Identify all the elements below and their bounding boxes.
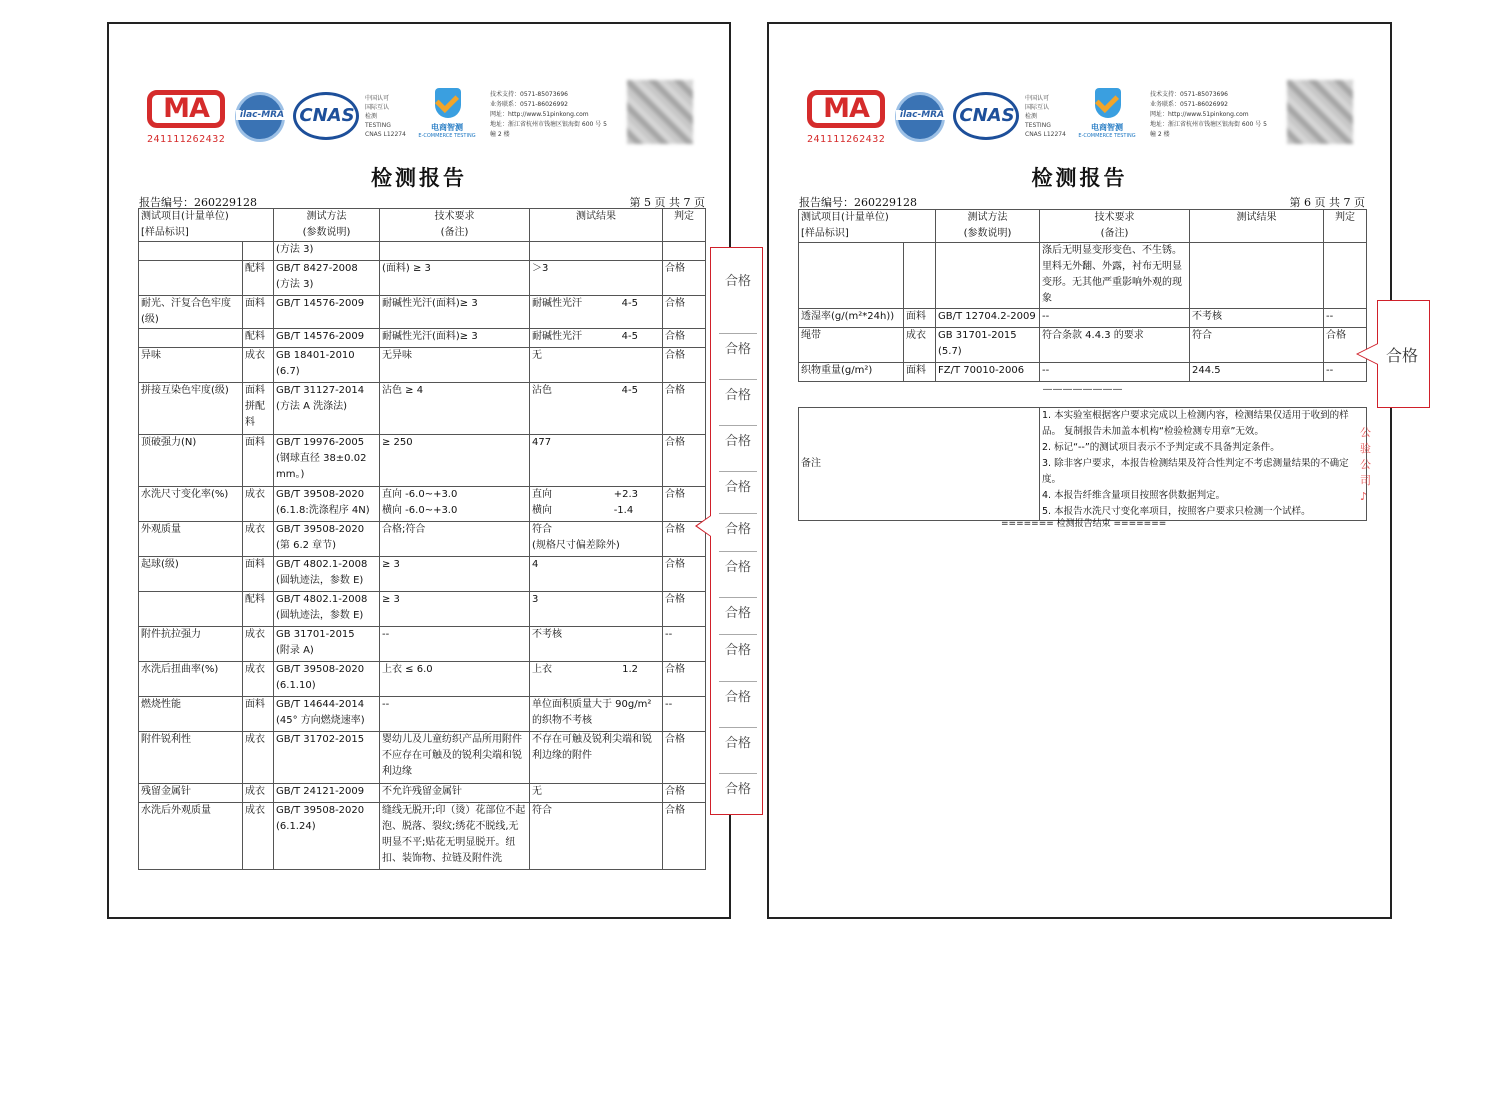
- column-header: 测试结果: [530, 209, 663, 242]
- table-row: [139, 732, 706, 784]
- test-results-table: [138, 208, 706, 870]
- verdict: 合格: [663, 487, 706, 522]
- test-item: [139, 242, 243, 261]
- test-result: 3: [530, 592, 663, 627]
- test-item: 外观质量: [139, 522, 243, 557]
- sample-part: 面料: [904, 309, 936, 328]
- verdict: 合格: [663, 329, 706, 348]
- sample-part: 成衣: [243, 784, 274, 803]
- table-row: [139, 383, 706, 435]
- test-method: GB/T 4802.1-2008 (圆轨迹法，参数 E): [274, 557, 380, 592]
- requirement: (面料) ≥ 3: [380, 261, 530, 296]
- table-row: [139, 522, 706, 557]
- verdict: 合格: [1324, 328, 1367, 363]
- report-meta: [799, 194, 1365, 208]
- e-commerce-testing-logo: 电商智测 E-COMMERCE TESTING: [1083, 88, 1131, 128]
- test-result: [1190, 243, 1324, 309]
- sample-part: 面料: [243, 296, 274, 329]
- contact-info: 技术支持：0571-85073696 业务联系：0571-86026992 网址：http://www.51pinkong.com 地址：浙江省杭州市钱塘区银海街 600 号 5 幢 2 楼: [490, 91, 607, 138]
- requirement: 耐碱性光汗(面料)≥ 3: [380, 296, 530, 329]
- report-page-5: [107, 22, 731, 919]
- table-row: [139, 242, 706, 261]
- test-method: FZ/T 70010-2006: [936, 363, 1040, 382]
- notes-label: 备注: [799, 408, 1040, 521]
- callout-verdict: 合格: [719, 333, 757, 357]
- test-method: GB/T 12704.2-2009: [936, 309, 1040, 328]
- test-method: GB/T 31127-2014 (方法 A 洗涤法): [274, 383, 380, 435]
- test-result: 无: [530, 348, 663, 383]
- table-row: [799, 328, 1367, 363]
- note-item: 3. 除非客户要求，本报告检测结果及符合性判定不考虑测量结果的不确定度。: [1042, 458, 1349, 485]
- sample-part: 成衣: [904, 328, 936, 363]
- table-row: [799, 243, 1367, 309]
- test-result: [530, 296, 663, 329]
- note-item: 2. 标记“--”的测试项目表示不予判定或不具备判定条件。: [1042, 442, 1280, 453]
- test-item: 绳带: [799, 328, 904, 363]
- test-result: [530, 662, 663, 697]
- requirement: --: [1040, 363, 1190, 382]
- requirement: ≥ 3: [380, 557, 530, 592]
- result-label: 直向 横向: [532, 489, 552, 516]
- test-item: 附件抗拉强力: [139, 627, 243, 662]
- test-item: 异味: [139, 348, 243, 383]
- requirement: ≥ 3: [380, 592, 530, 627]
- verdict: 合格: [663, 732, 706, 784]
- test-method: GB/T 24121-2009: [274, 784, 380, 803]
- test-result: [530, 487, 663, 522]
- verdict: 合格: [663, 435, 706, 487]
- sample-part: 成衣: [243, 522, 274, 557]
- report-end-marker: ======= 检测报告结束 =======: [1001, 519, 1167, 529]
- test-item: [139, 592, 243, 627]
- requirement: 无异味: [380, 348, 530, 383]
- sample-part: 成衣: [243, 732, 274, 784]
- table-row: [139, 435, 706, 487]
- callout-verdict: 合格: [1386, 346, 1419, 365]
- requirement: ≥ 250: [380, 435, 530, 487]
- sample-part: 面料: [243, 435, 274, 487]
- report-header: [143, 80, 703, 160]
- test-method: GB/T 4802.1-2008 (圆轨迹法，参数 E): [274, 592, 380, 627]
- blank-cell: [799, 382, 1367, 408]
- report-number: 报告编号：260229128: [139, 196, 257, 209]
- test-result: 不存在可触及锐利尖端和锐利边缘的附件: [530, 732, 663, 784]
- test-method: GB/T 39508-2020 (第 6.2 章节): [274, 522, 380, 557]
- report-meta: [139, 194, 705, 208]
- verdict-callout-right: [1377, 300, 1430, 408]
- cnas-logo: CNAS: [953, 92, 1019, 140]
- requirement: --: [380, 697, 530, 732]
- requirement: 上衣 ≤ 6.0: [380, 662, 530, 697]
- report-title: 检测报告: [371, 165, 467, 190]
- table-row: [139, 329, 706, 348]
- sample-part: 成衣: [243, 348, 274, 383]
- test-method: GB 31701-2015 (5.7): [936, 328, 1040, 363]
- result-label: 耐碱性光汗: [532, 298, 582, 309]
- table-row: [139, 296, 706, 329]
- table-row: [139, 557, 706, 592]
- column-header: 测试项目(计量单位) [样品标识]: [139, 209, 274, 242]
- test-method: GB/T 39508-2020 (6.1.10): [274, 662, 380, 697]
- column-header: 判定: [663, 209, 706, 242]
- table-row: [799, 309, 1367, 328]
- test-result: 477: [530, 435, 663, 487]
- callout-verdict: 合格: [719, 551, 757, 575]
- callout-verdict: 合格: [719, 773, 757, 797]
- test-method: GB 18401-2010 (6.7): [274, 348, 380, 383]
- table-header-row: [139, 209, 706, 242]
- test-result: 符合: [1190, 328, 1324, 363]
- test-method: GB/T 8427-2008 (方法 3): [274, 261, 380, 296]
- test-result: 4: [530, 557, 663, 592]
- report-number: 报告编号：260229128: [799, 196, 917, 209]
- blank-row-mark: ————————: [1042, 384, 1123, 395]
- qr-code-blurred: [1287, 80, 1353, 144]
- verdict: 合格: [663, 592, 706, 627]
- verdict: --: [1324, 363, 1367, 382]
- callout-verdict: 合格: [719, 727, 757, 751]
- verdict: --: [663, 697, 706, 732]
- report-title: 检测报告: [1031, 165, 1128, 190]
- note-item: 4. 本报告纤维含量项目按照客供数据判定。: [1042, 490, 1226, 501]
- column-header: 测试结果: [1190, 210, 1324, 243]
- sample-part: 成衣: [243, 487, 274, 522]
- test-item: 水洗尺寸变化率(%): [139, 487, 243, 522]
- requirement: 合格;符合: [380, 522, 530, 557]
- accreditation-text: 中国认可 国际互认 检测 TESTING CNAS L12274: [365, 95, 406, 138]
- sample-part: [904, 243, 936, 309]
- table-row: [139, 662, 706, 697]
- test-method: GB/T 14576-2009: [274, 329, 380, 348]
- requirement: 婴幼儿及儿童纺织产品所用附件不应存在可触及的锐利尖端和锐利边缘: [380, 732, 530, 784]
- table-header-row: [799, 210, 1367, 243]
- test-result: [530, 383, 663, 435]
- accreditation-text: 中国认可 国际互认 检测 TESTING CNAS L12274: [1025, 95, 1066, 138]
- contact-info: 技术支持：0571-85073696 业务联系：0571-86026992 网址：http://www.51pinkong.com 地址：浙江省杭州市钱塘区银海街 600 号 5 幢 2 楼: [1150, 91, 1267, 138]
- callout-verdict: 合格: [719, 471, 757, 495]
- seal-stamp-fragment: 公 验 公 司 ♪: [1360, 426, 1371, 503]
- callout-pointer: [695, 515, 711, 537]
- callout-verdict: 合格: [719, 634, 757, 658]
- table-row: [139, 348, 706, 383]
- verdict: 合格: [663, 557, 706, 592]
- test-item: 残留金属针: [139, 784, 243, 803]
- requirement: [380, 242, 530, 261]
- callout-verdict: 合格: [719, 681, 757, 705]
- table-row: [139, 784, 706, 803]
- result-value: 4-5: [621, 385, 638, 396]
- sample-part: 面料 拼配 料: [243, 383, 274, 435]
- result-label: 沾色: [532, 385, 552, 396]
- column-header: 判定: [1324, 210, 1367, 243]
- verdict-callout-left: [710, 247, 763, 815]
- table-row: [139, 261, 706, 296]
- test-method: GB/T 31702-2015: [274, 732, 380, 784]
- test-item: 水洗后扭曲率(%): [139, 662, 243, 697]
- test-item: 顶破强力(N): [139, 435, 243, 487]
- callout-verdict: 合格: [719, 379, 757, 403]
- requirement: 耐碱性光汗(面料)≥ 3: [380, 329, 530, 348]
- result-value: 1.2: [622, 664, 638, 675]
- sample-part: 配料: [243, 329, 274, 348]
- test-result: 244.5: [1190, 363, 1324, 382]
- column-header: 测试项目(计量单位) [样品标识]: [799, 210, 936, 243]
- result-label: 耐碱性光汗: [532, 331, 582, 342]
- sample-part: 配料: [243, 592, 274, 627]
- cma-logo: MA 241111262432: [807, 90, 893, 146]
- note-item: 1. 本实验室根据客户要求完成以上检测内容，检测结果仅适用于收到的样品。 复制报告未加盖本机构“检验检测专用章”无效。: [1042, 410, 1349, 437]
- test-item: 织物重量(g/m²): [799, 363, 904, 382]
- test-result: 符合 (规格尺寸偏差除外): [530, 522, 663, 557]
- callout-verdict: 合格: [719, 597, 757, 621]
- sample-part: [243, 242, 274, 261]
- report-page-6: [767, 22, 1392, 919]
- test-item: 燃烧性能: [139, 697, 243, 732]
- requirement: 缝线无脱开;印（烫）花部位不起泡、脱落、裂纹;绣花不脱线,无明显不平;贴花无明显脱开。纽扣、装饰物、拉链及附件洗: [380, 803, 530, 870]
- verdict: 合格: [663, 383, 706, 435]
- requirement: 直向 -6.0~+3.0 横向 -6.0~+3.0: [380, 487, 530, 522]
- test-method: GB/T 14644-2014 (45° 方向燃烧速率): [274, 697, 380, 732]
- test-item: 水洗后外观质量: [139, 803, 243, 870]
- notes-row: [799, 408, 1367, 521]
- requirement: 不允许残留金属针: [380, 784, 530, 803]
- cma-logo: MA 241111262432: [147, 90, 233, 146]
- test-item: 耐光、汗复合色牢度(级): [139, 296, 243, 329]
- test-result: [530, 242, 663, 261]
- requirement: 符合条款 4.4.3 的要求: [1040, 328, 1190, 363]
- verdict: 合格: [663, 803, 706, 870]
- sample-part: 成衣: [243, 803, 274, 870]
- test-results-table: [798, 209, 1367, 521]
- test-method: GB 31701-2015 (附录 A): [274, 627, 380, 662]
- e-commerce-testing-logo: 电商智测 E-COMMERCE TESTING: [423, 88, 471, 128]
- sample-part: 成衣: [243, 627, 274, 662]
- test-method: GB/T 39508-2020 (6.1.24): [274, 803, 380, 870]
- table-row: [799, 363, 1367, 382]
- column-header: 测试方法 (参数说明): [274, 209, 380, 242]
- callout-pointer: [1356, 343, 1378, 365]
- sample-part: 成衣: [243, 662, 274, 697]
- note-item: 5. 本报告水洗尺寸变化率项目，按照客户要求只检测一个试样。: [1042, 506, 1311, 517]
- test-result: 不考核: [530, 627, 663, 662]
- test-item: [139, 261, 243, 296]
- notes-body: [1040, 408, 1367, 521]
- sample-part: 面料: [243, 697, 274, 732]
- report-header: [803, 80, 1363, 160]
- callout-verdict: 合格: [719, 425, 757, 449]
- verdict: --: [1324, 309, 1367, 328]
- result-value: 4-5: [621, 298, 638, 309]
- requirement: 沾色 ≥ 4: [380, 383, 530, 435]
- verdict: 合格: [663, 261, 706, 296]
- page-indicator: 第 6 页 共 7 页: [1289, 196, 1365, 209]
- table-row: [139, 487, 706, 522]
- verdict: 合格: [663, 662, 706, 697]
- table-row: [139, 697, 706, 732]
- test-result: ＞3: [530, 261, 663, 296]
- test-method: (方法 3): [274, 242, 380, 261]
- verdict: [663, 242, 706, 261]
- test-result: 符合: [530, 803, 663, 870]
- column-header: 技术要求 (备注): [380, 209, 530, 242]
- blank-row: [799, 382, 1367, 408]
- test-method: GB/T 14576-2009: [274, 296, 380, 329]
- test-item: 拼接互染色牢度(级): [139, 383, 243, 435]
- sample-part: 配料: [243, 261, 274, 296]
- sample-part: 面料: [904, 363, 936, 382]
- test-result: 无: [530, 784, 663, 803]
- ilac-mra-logo: ilac-MRA: [235, 92, 285, 142]
- test-result: 单位面积质量大于 90g/m² 的织物不考核: [530, 697, 663, 732]
- page-indicator: 第 5 页 共 7 页: [629, 196, 705, 209]
- requirement: --: [380, 627, 530, 662]
- test-item: 透湿率(g/(m²*24h)): [799, 309, 904, 328]
- test-item: [139, 329, 243, 348]
- qr-code-blurred: [627, 80, 693, 144]
- verdict: 合格: [663, 522, 706, 557]
- verdict: --: [663, 627, 706, 662]
- table-row: [139, 627, 706, 662]
- test-result: [530, 329, 663, 348]
- test-item: [799, 243, 904, 309]
- requirement: 涤后无明显变形变色、不生锈。里料无外翻、外露，衬布无明显变形。无其他严重影响外观的现象: [1040, 243, 1190, 309]
- column-header: 测试方法 (参数说明): [936, 210, 1040, 243]
- test-method: GB/T 19976-2005 (钢球直径 38±0.02 mm。): [274, 435, 380, 487]
- cnas-logo: CNAS: [293, 92, 359, 140]
- verdict: [1324, 243, 1367, 309]
- sample-part: 面料: [243, 557, 274, 592]
- result-value: +2.3 -1.4: [613, 489, 638, 516]
- test-result: 不考核: [1190, 309, 1324, 328]
- verdict: 合格: [663, 348, 706, 383]
- result-label: 上衣: [532, 664, 552, 675]
- ilac-mra-logo: ilac-MRA: [895, 92, 945, 142]
- table-row: [139, 803, 706, 870]
- test-item: 起球(级): [139, 557, 243, 592]
- verdict: 合格: [663, 296, 706, 329]
- test-item: 附件锐利性: [139, 732, 243, 784]
- test-method: GB/T 39508-2020 (6.1.8:洗涤程序 4N): [274, 487, 380, 522]
- callout-verdict: 合格: [719, 513, 757, 537]
- verdict: 合格: [663, 784, 706, 803]
- table-row: [139, 592, 706, 627]
- requirement: --: [1040, 309, 1190, 328]
- test-method: [936, 243, 1040, 309]
- column-header: 技术要求 (备注): [1040, 210, 1190, 243]
- callout-verdict: 合格: [724, 274, 751, 289]
- result-value: 4-5: [621, 331, 638, 342]
